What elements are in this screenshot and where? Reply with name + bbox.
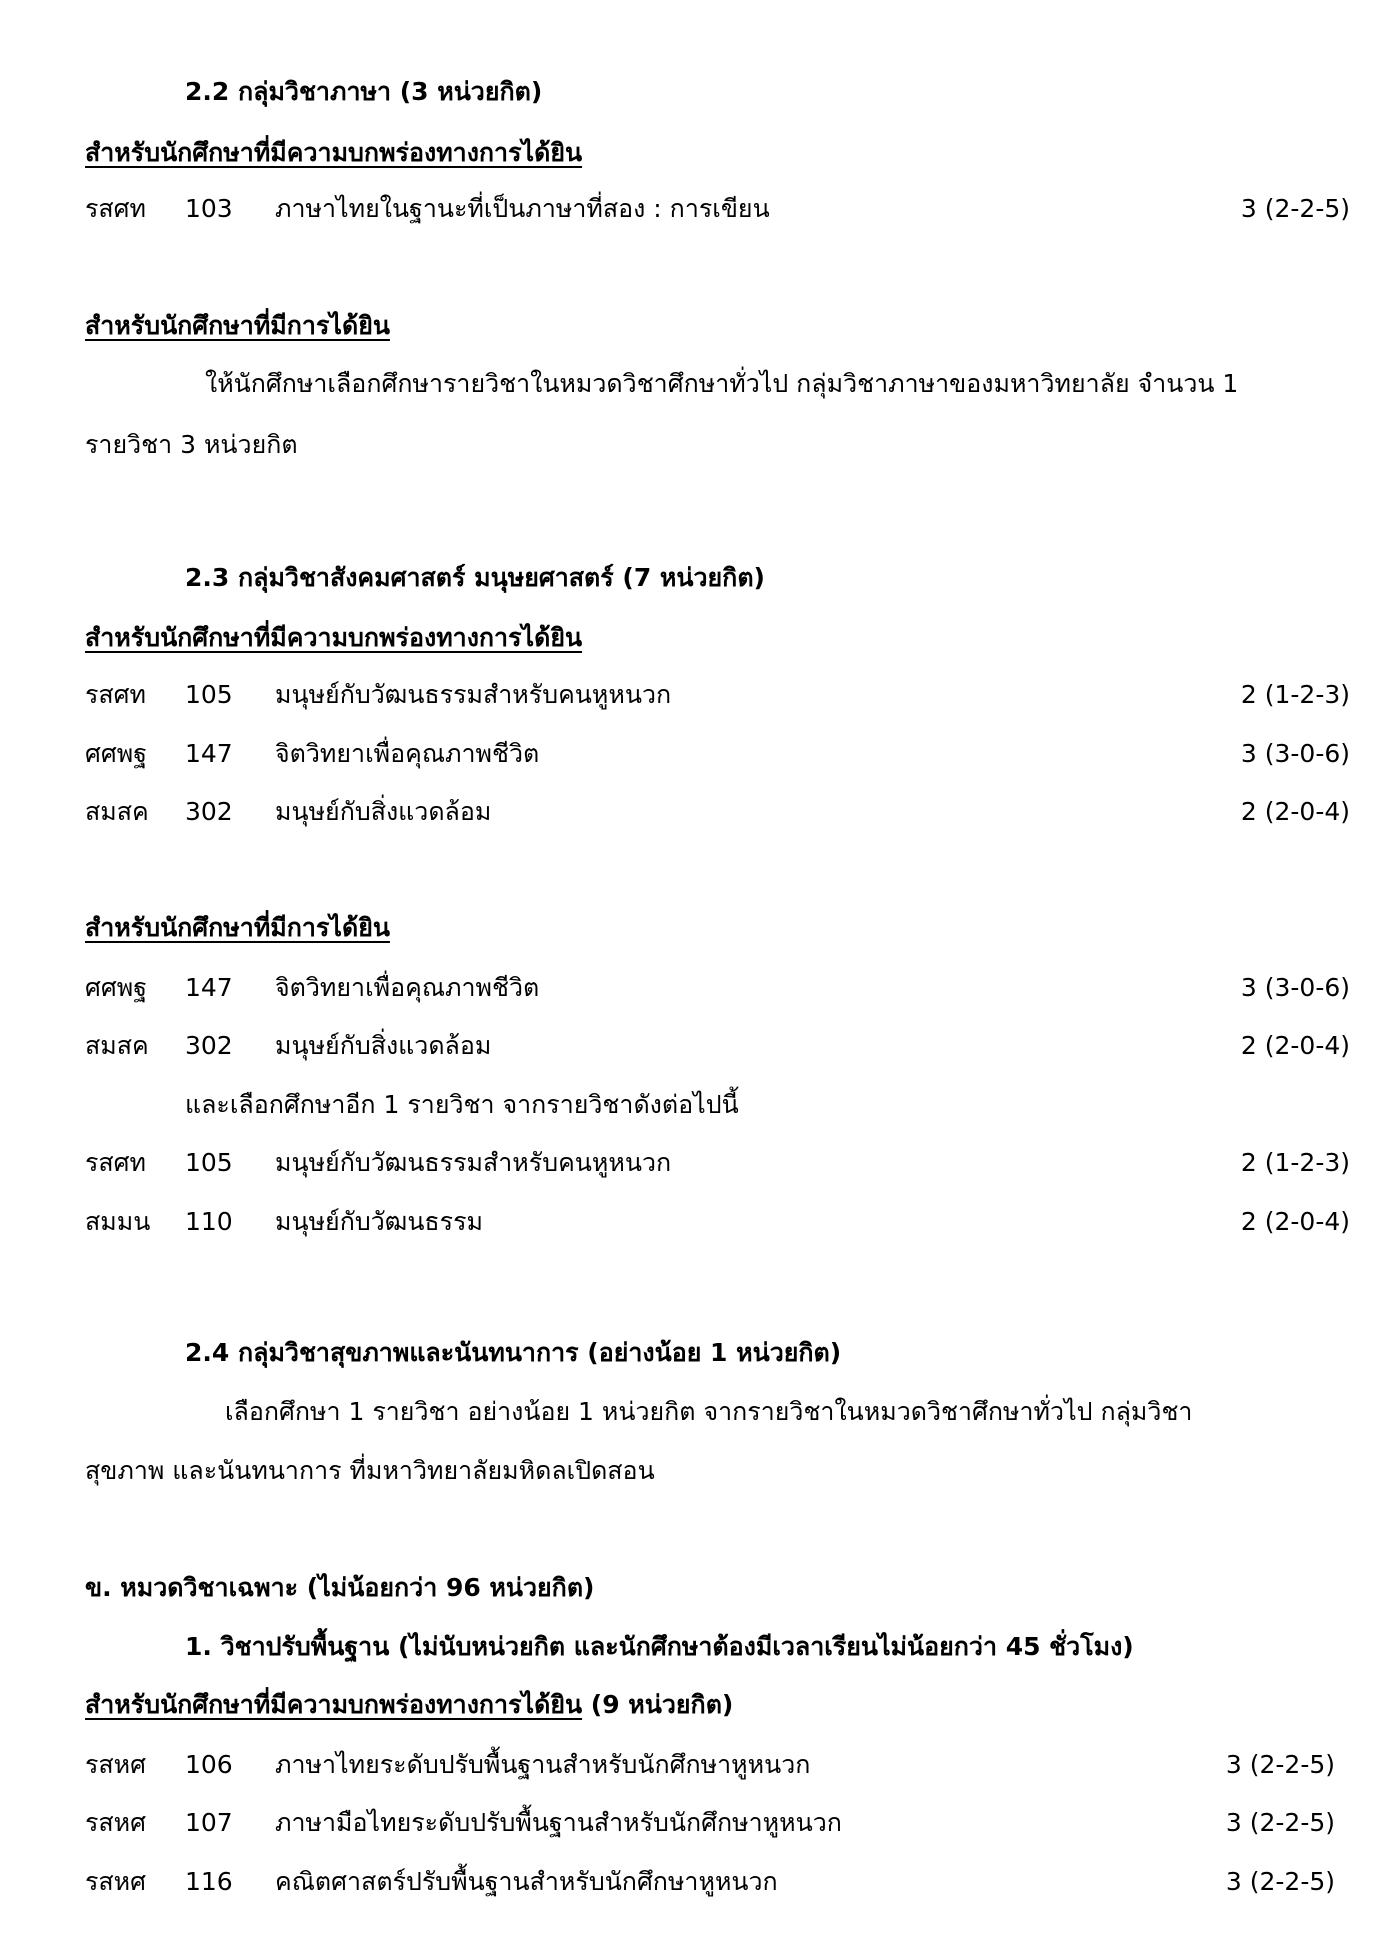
course-number: 147 [185, 973, 233, 1002]
course-code: รสศท [85, 680, 147, 709]
course-number: 103 [185, 194, 233, 223]
course-title: มนุษย์กับสิ่งแวดล้อม [275, 797, 492, 826]
paragraph-line: เลือกศึกษา 1 รายวิชา อย่างน้อย 1 หน่วยกิต จากรายวิชาในหมวดวิชาศึกษาทั่วไป กลุ่มวิชา [225, 1397, 1193, 1426]
course-number: 147 [185, 739, 233, 768]
course-code: ศศพฐ [85, 973, 148, 1002]
hearing-label: สำหรับนักศึกษาที่มีการได้ยิน [85, 913, 390, 942]
course-title: จิตวิทยาเพื่อคุณภาพชีวิต [275, 973, 540, 1002]
course-row [85, 189, 1350, 229]
course-code: รสหศ [85, 1867, 147, 1896]
choose-instruction: และเลือกศึกษาอีก 1 รายวิชา จากรายวิชาดังต่อไปนี้ [185, 1090, 739, 1119]
course-credit: 3 (3-0-6) [1240, 973, 1350, 1002]
course-credit: 2 (2-0-4) [1240, 797, 1350, 826]
section-2-2-heading: 2.2 กลุ่มวิชาภาษา (3 หน่วยกิต) [185, 77, 543, 106]
course-credit: 3 (2-2-5) [1240, 194, 1350, 223]
course-title: มนุษย์กับสิ่งแวดล้อม [275, 1031, 492, 1060]
course-code: สมสค [85, 1031, 149, 1060]
credit-note: (9 หน่วยกิต) [582, 1690, 734, 1719]
course-title: มนุษย์กับวัฒนธรรมสำหรับคนหูหนวก [275, 680, 672, 709]
course-code: ศศพฐ [85, 739, 148, 768]
course-number: 105 [185, 680, 233, 709]
course-credit: 2 (2-0-4) [1240, 1207, 1350, 1236]
course-credit: 3 (3-0-6) [1240, 739, 1350, 768]
section-2-3-heading: 2.3 กลุ่มวิชาสังคมศาสตร์ มนุษยศาสตร์ (7 หน่วยกิต) [185, 563, 765, 592]
foundation-heading: 1. วิชาปรับพื้นฐาน (ไม่นับหน่วยกิต และนักศึกษาต้องมีเวลาเรียนไม่น้อยกว่า 45 ชั่วโมง) [185, 1632, 1134, 1661]
course-title: คณิตศาสตร์ปรับพื้นฐานสำหรับนักศึกษาหูหนวก [275, 1867, 778, 1896]
course-row [85, 968, 1350, 1008]
course-credit: 2 (1-2-3) [1240, 680, 1350, 709]
course-row [85, 1862, 1335, 1902]
course-code: รสศท [85, 1148, 147, 1177]
course-number: 106 [185, 1750, 233, 1779]
course-title: จิตวิทยาเพื่อคุณภาพชีวิต [275, 739, 540, 768]
course-credit: 2 (1-2-3) [1240, 1148, 1350, 1177]
course-number: 105 [185, 1148, 233, 1177]
course-title: มนุษย์กับวัฒนธรรม [275, 1207, 484, 1236]
paragraph-line: ให้นักศึกษาเลือกศึกษารายวิชาในหมวดวิชาศึกษาทั่วไป กลุ่มวิชาภาษาของมหาวิทยาลัย จำนวน 1 [205, 369, 1239, 398]
course-row [85, 1143, 1350, 1183]
course-credit: 3 (2-2-5) [1225, 1808, 1335, 1837]
course-code: สมมน [85, 1207, 151, 1236]
course-code: รสหศ [85, 1750, 147, 1779]
hearing-impaired-label: สำหรับนักศึกษาที่มีความบกพร่องทางการได้ยิน [85, 138, 583, 167]
course-row [85, 1803, 1335, 1843]
course-credit: 2 (2-0-4) [1240, 1031, 1350, 1060]
course-row [85, 792, 1350, 832]
course-title: ภาษาไทยระดับปรับพื้นฐานสำหรับนักศึกษาหูหนวก [275, 1750, 811, 1779]
course-credit: 3 (2-2-5) [1225, 1750, 1335, 1779]
hearing-label: สำหรับนักศึกษาที่มีการได้ยิน [85, 311, 390, 340]
course-row [85, 1202, 1350, 1242]
course-credit: 3 (2-2-5) [1225, 1867, 1335, 1896]
paragraph-line: รายวิชา 3 หน่วยกิต [85, 430, 298, 459]
course-number: 302 [185, 1031, 233, 1060]
course-number: 110 [185, 1207, 233, 1236]
course-code: รสศท [85, 194, 147, 223]
hearing-impaired-label: สำหรับนักศึกษาที่มีความบกพร่องทางการได้ยิน [85, 1690, 583, 1719]
course-number: 107 [185, 1808, 233, 1837]
course-code: รสหศ [85, 1808, 147, 1837]
course-row [85, 675, 1350, 715]
course-title: ภาษามือไทยระดับปรับพื้นฐานสำหรับนักศึกษาหูหนวก [275, 1808, 842, 1837]
course-title: มนุษย์กับวัฒนธรรมสำหรับคนหูหนวก [275, 1148, 672, 1177]
section-2-4-heading: 2.4 กลุ่มวิชาสุขภาพและนันทนาการ (อย่างน้อย 1 หน่วยกิต) [185, 1338, 842, 1367]
course-number: 116 [185, 1867, 233, 1896]
course-row [85, 734, 1350, 774]
course-row [85, 1026, 1350, 1066]
course-title: ภาษาไทยในฐานะที่เป็นภาษาที่สอง : การเขียน [275, 194, 770, 223]
course-number: 302 [185, 797, 233, 826]
paragraph-line: สุขภาพ และนันทนาการ ที่มหาวิทยาลัยมหิดลเปิดสอน [85, 1456, 655, 1485]
section-b-heading: ข. หมวดวิชาเฉพาะ (ไม่น้อยกว่า 96 หน่วยกิต) [85, 1573, 595, 1602]
course-row [85, 1745, 1335, 1785]
hearing-impaired-label-line [85, 1685, 1343, 1725]
course-code: สมสค [85, 797, 149, 826]
hearing-impaired-label: สำหรับนักศึกษาที่มีความบกพร่องทางการได้ยิน [85, 623, 583, 652]
